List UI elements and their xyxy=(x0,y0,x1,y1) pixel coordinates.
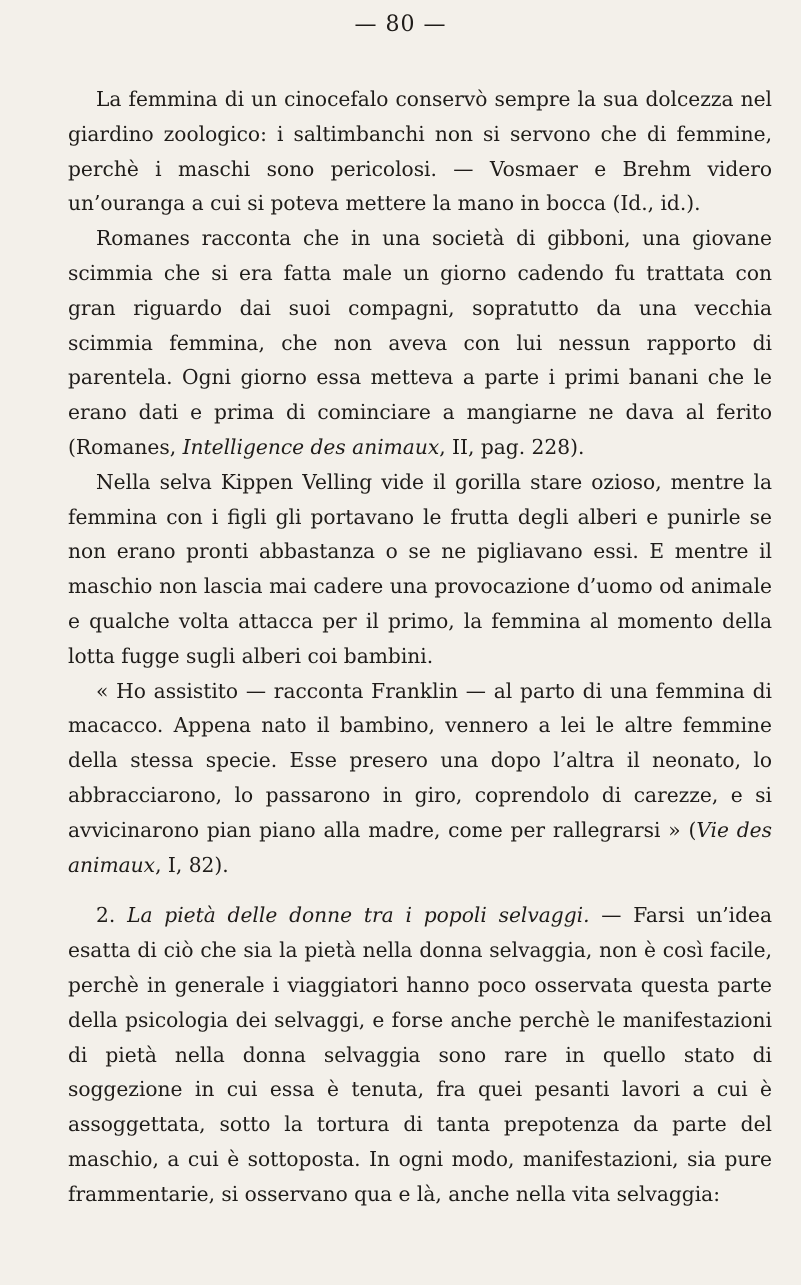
text-segment: Nella selva Kippen Velling vide il gorilla stare ozioso, mentre la femmina con i figli gli portavano le frutta degli alberi e punirle se non erano pronti abbastanza o se ne pigliavano essi. E mentre il maschio non lascia mai cadere una provocazione d’uomo od animale e qualche volta attacca per il primo, la femmina al momento della lotta fugge sugli alberi coi bambini. xyxy=(68,469,772,668)
book-title-vie-des-animaux: Vie des animaux xyxy=(68,817,772,877)
paragraph-romanes xyxy=(68,221,772,465)
text-segment: La femmina di un cinocefalo conservò sempre la sua dolcezza nel giardino zoologico: i saltimbanchi non si servono che di femmine, perchè i maschi sono pericolosi. — Vosmaer e Brehm videro un’ouranga a cui si poteva mettere la mano in bocca (Id., id.). xyxy=(68,87,772,216)
section-number: 2. xyxy=(96,903,128,928)
section-2-paragraph xyxy=(68,898,772,1211)
book-title-intelligence: Intelligence des animaux xyxy=(182,434,440,459)
paragraph-gorilla xyxy=(68,465,772,674)
paragraph-franklin xyxy=(68,674,772,883)
text-segment: — Farsi un’idea esatta di ciò che sia la pietà nella donna selvaggia, non è così facile, perchè in generale i viaggiatori hanno poco osservata questa parte della psicologia dei selvaggi, e forse anche perchè le manifestazioni di pietà nella donna selvaggia sono rare in quello stato di soggezione in cui essa è tenuta, fra quei pesanti lavori a cui è assoggettata, sotto la tortura di tanta prepotenza da parte del maschio, a cui è sottoposta. In ogni modo, manifestazioni, sia pure frammentarie, si osservano qua e là, anche nella vita selvaggia: xyxy=(68,903,772,1206)
body-text xyxy=(68,82,772,1212)
page-number: — 80 — xyxy=(354,12,447,37)
paragraph-cynocephalus xyxy=(68,82,772,221)
text-segment: , II, pag. 228). xyxy=(439,434,585,459)
text-segment: « Ho assistito — racconta Franklin — al parto di una femmina di macacco. Appena nato il bambino, vennero a lei le altre femmine della stessa specie. Esse presero una dopo l’altra il neonato, lo abbracciarono, lo passarono in giro, coprendolo di carezze, e si avvicinarono pian piano alla madre, come per rallegrarsi » ( xyxy=(68,678,772,842)
section-title: La pietà delle donne tra i popoli selvaggi. xyxy=(127,903,590,928)
text-segment: , I, 82). xyxy=(155,852,229,877)
text-segment: Romanes racconta che in una società di gibboni, una giovane scimmia che si era fatta male un giorno cadendo fu trattata con gran riguardo dai suoi compagni, sopratutto da una vecchia scimmia femmina, che non aveva con lui nessun rapporto di parentela. Ogni giorno essa metteva a parte i primi banani che le erano dati e prima di cominciare a mangiarne ne dava al ferito (Romanes, xyxy=(68,226,772,459)
